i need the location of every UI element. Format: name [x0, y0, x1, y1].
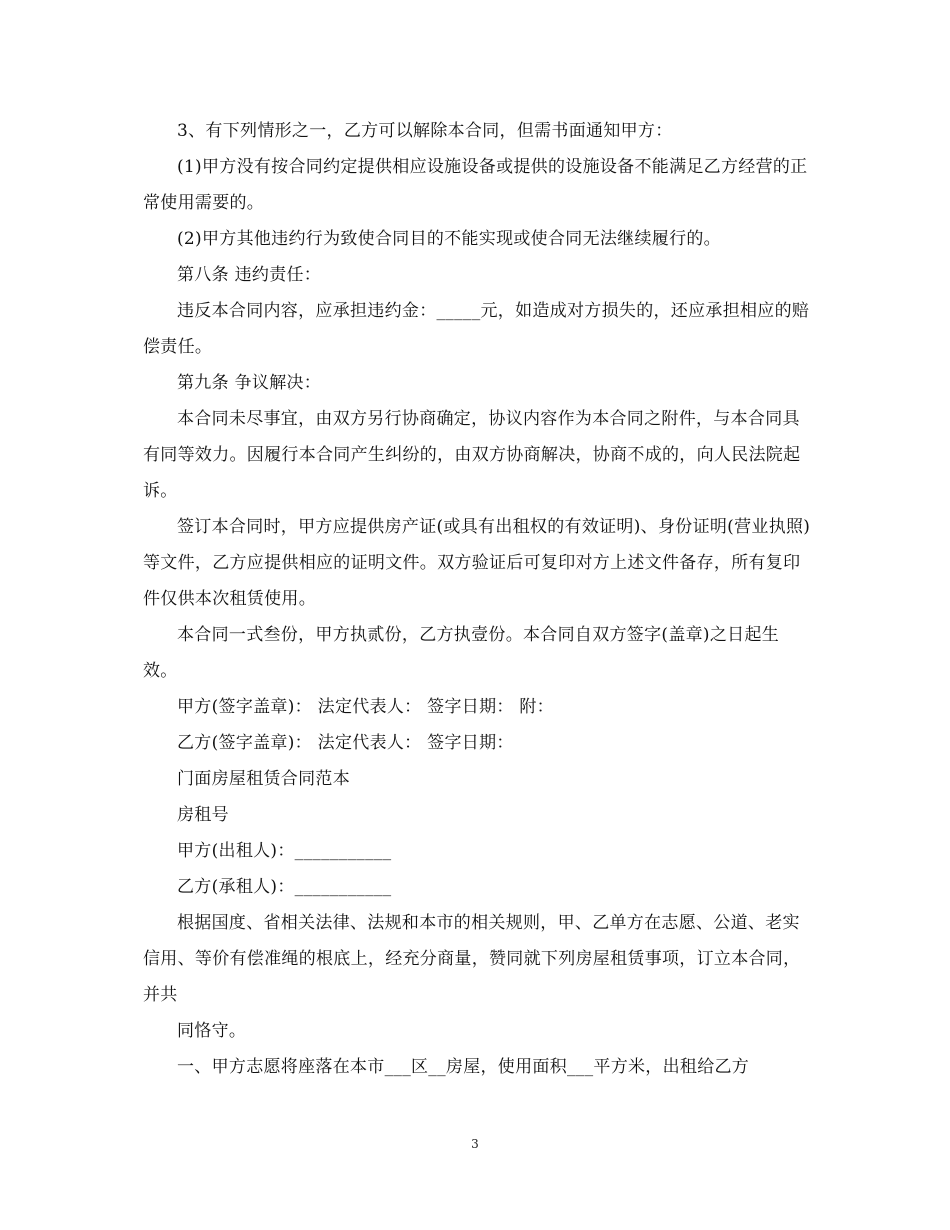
paragraph-termination-item-2: (2)甲方其他违约行为致使合同目的不能实现或使合同无法继续履行的。: [177, 229, 721, 249]
paragraph-preamble: 根据国度、省相关法律、法规和本市的相关规则，甲、乙单方在志愿、公道、老实信用、等价有偿准绳的根底上，经充分商量，赞同就下列房屋租赁事项，订立本合同，并共: [143, 913, 801, 1005]
paragraph-preamble-end: 同恪守。: [177, 1021, 247, 1041]
heading-article-8: 第八条 违约责任：: [177, 265, 322, 285]
lessor-field: 甲方(出租人)：___________: [177, 841, 392, 861]
heading-article-9: 第九条 争议解决：: [177, 373, 322, 393]
paragraph-copies: 本合同一式叁份，甲方执贰份，乙方执壹份。本合同自双方签字(盖章)之日起生效。: [143, 625, 780, 681]
paragraph-penalty: 违反本合同内容，应承担违约金：_____元，如造成对方损失的，还应承担相应的赔偿责任。: [143, 301, 810, 357]
title-shop-lease-template: 门面房屋租赁合同范本: [177, 769, 350, 789]
lessee-field: 乙方(承租人)：___________: [177, 877, 392, 897]
paragraph-clause-1: 一、甲方志愿将座落在本市___区__房屋，使用面积___平方米，出租给乙方: [177, 1057, 750, 1077]
paragraph-termination-clause: 3、有下列情形之一，乙方可以解除本合同，但需书面通知甲方：: [177, 121, 673, 141]
document-body: [143, 113, 811, 1085]
paragraph-documents: 签订本合同时，甲方应提供房产证(或具有出租权的有效证明)、身份证明(营业执照)等文件，乙方应提供相应的证明文件。双方验证后可复印对方上述文件备存，所有复印件仅供本次租赁使用。: [143, 517, 811, 609]
page-number: 3: [471, 1137, 479, 1151]
paragraph-dispute: 本合同未尽事宜，由双方另行协商确定，协议内容作为本合同之附件，与本合同具有同等效力。因履行本合同产生纠纷的，由双方协商解决，协商不成的，向人民法院起诉。: [143, 409, 801, 501]
signature-party-b: 乙方(签字盖章)： 法定代表人： 签字日期：: [177, 733, 514, 753]
paragraph-termination-item-1: (1)甲方没有按合同约定提供相应设施设备或提供的设施设备不能满足乙方经营的正常使用需要的。: [143, 157, 808, 213]
lease-number-label: 房租号: [177, 805, 229, 825]
signature-party-a: 甲方(签字盖章)： 法定代表人： 签字日期： 附：: [177, 697, 554, 717]
